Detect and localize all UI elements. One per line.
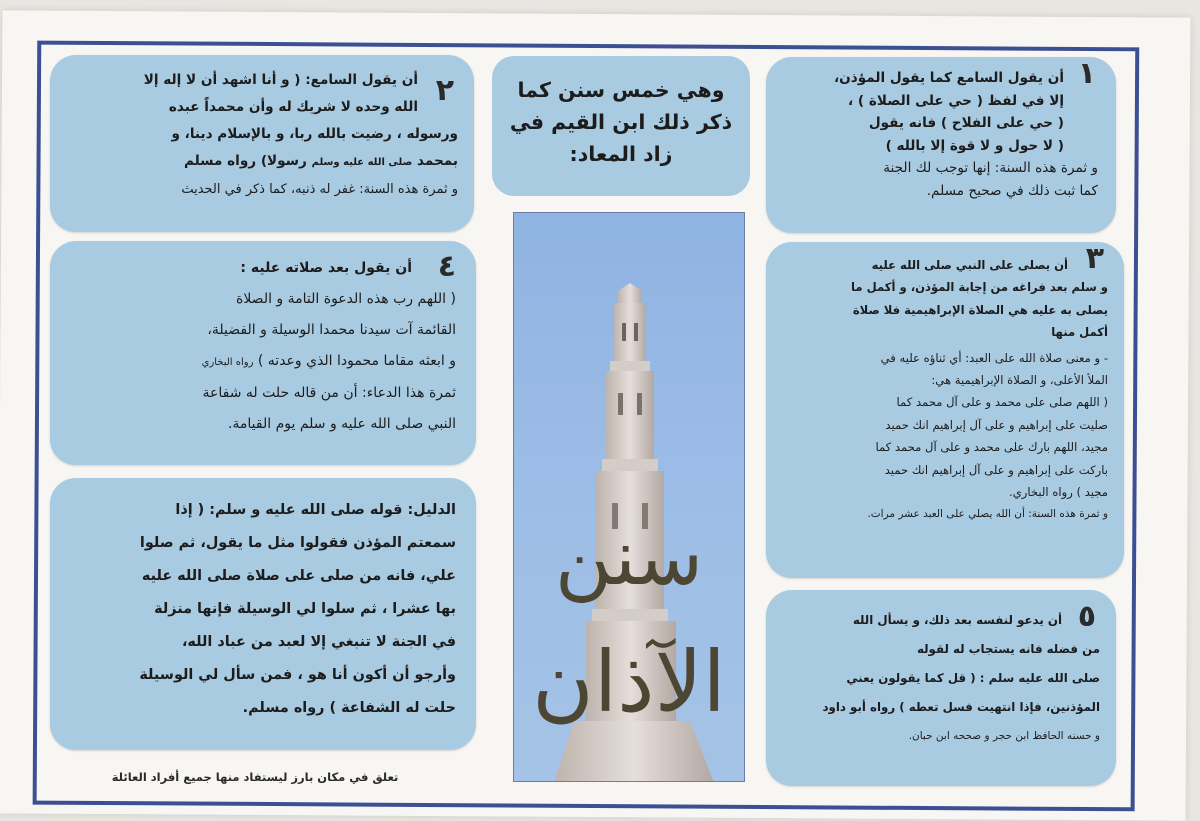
card-2-line-4-start: بمحمد bbox=[417, 153, 458, 169]
card-3-line-9: مجيد، اللهم بارك على محمد و على آل محمد كما bbox=[875, 440, 1108, 455]
card-5-line-4: المؤذنين، فإذا انتهيت فسل تعطه ) رواه أبو داود bbox=[822, 700, 1100, 714]
card-4-line-2: ( اللهم رب هذه الدعوة التامة و الصلاة bbox=[235, 291, 456, 307]
card-5-line-5: و حسنه الحافظ ابن حجر و صححه ابن حبان. bbox=[908, 730, 1100, 742]
card-4-line-4-text: و ابعثه مقاما محمودا الذي وعدته ) bbox=[257, 353, 456, 369]
sunnah-number-1: ١ bbox=[1077, 56, 1096, 91]
card-2-line-1: أن يقول السامع: ( و أنا اشهد أن لا إله إلا bbox=[143, 72, 418, 88]
card-4-line-3: القائمة آت سيدنا محمدا الوسيلة و الفضيلة، bbox=[207, 322, 456, 338]
card-4-line-4 bbox=[64, 346, 456, 378]
card-3-line-2: و سلم بعد فراغه من إجابة المؤذن، و أكمل ما bbox=[851, 280, 1108, 295]
evidence-line-6: وأرجو أن أكون أنا هو ، فمن سأل لي الوسيلة bbox=[139, 667, 456, 683]
evidence-line-5: في الجنة لا تنبغي إلا لعبد من عباد الله، bbox=[181, 634, 456, 650]
card-3-line-3: يصلى به عليه هي الصلاة الإبراهيمية فلا صلاة bbox=[852, 302, 1108, 317]
card-3-line-4: أكمل منها bbox=[1051, 325, 1108, 340]
card-2-line-2: الله وحده لا شريك له وأن محمداً عبده bbox=[168, 99, 418, 115]
sunnah-number-3: ٣ bbox=[1085, 241, 1104, 276]
card-1-line-6: كما ثبت ذلك في صحيح مسلم. bbox=[926, 182, 1098, 199]
card-3-line-6: الملأ الأعلى، و الصلاة الإبراهيمية هي: bbox=[931, 373, 1108, 388]
card-2-line-4 bbox=[62, 148, 458, 176]
intro-title-text: وهي خمس سنن كما ذكر ذلك ابن القيم في زاد المعاد: bbox=[509, 78, 733, 166]
card-1-line-4: ( لا حول و لا قوة إلا بالله ) bbox=[885, 137, 1064, 154]
intro-title-box bbox=[492, 56, 750, 196]
sunnah-number-2: ٢ bbox=[435, 73, 454, 108]
card-2-line-3: ورسوله ، رضيت بالله ربا، و بالإسلام دينا، و bbox=[171, 126, 458, 142]
card-4-line-5: ثمرة هذا الدعاء: أن من قاله حلت له شفاعة bbox=[202, 385, 456, 401]
evidence-line-4: بها عشرا ، ثم سلوا لي الوسيلة فإنها منزلة bbox=[154, 601, 456, 617]
card-2-line-5: و ثمرة هذه السنة: غفر له ذنبه، كما ذكر في الحديث bbox=[181, 182, 458, 197]
card-3-line-11: مجيد ) رواه البخاري. bbox=[1009, 485, 1108, 500]
minaret-image bbox=[513, 212, 745, 782]
card-5-line-3: صلى الله عليه سلم : ( قل كما يقولون يعني bbox=[846, 671, 1100, 685]
evidence-line-1: الدليل: قوله صلى الله عليه و سلم: ( إذا bbox=[175, 502, 456, 518]
card-1-line-5: و ثمرة هذه السنة: إنها توجب لك الجنة bbox=[883, 160, 1098, 176]
card-2-line-4-end: رسولا) رواه مسلم bbox=[183, 153, 307, 169]
card-sunnah-3 bbox=[766, 242, 1124, 578]
card-3-line-5: - و معنى صلاة الله على العبد: أي ثناؤه عليه في bbox=[880, 350, 1108, 365]
card-1-line-3: ( حي على الفلاح ) فانه يقول bbox=[868, 115, 1064, 131]
big-title-sunan: سنن bbox=[554, 513, 704, 603]
card-1-line-2: إلا في لفظ ( حي على الصلاة ) ، bbox=[848, 92, 1064, 109]
card-3-line-12: و ثمرة هذه السنة: أن الله يصلي على العبد عشر مرات. bbox=[867, 508, 1108, 521]
card-1-line-1: أن يقول السامع كما يقول المؤذن، bbox=[833, 70, 1064, 86]
sunnah-number-4: ٤ bbox=[437, 249, 456, 284]
card-3-line-1: أن يصلى على النبي صلى الله عليه bbox=[871, 258, 1068, 272]
card-5-line-1: أن يدعو لنفسه بعد ذلك، و يسأل الله bbox=[852, 613, 1062, 627]
card-2-line-4-honorific: صلى الله عليه وسلم bbox=[311, 157, 413, 168]
sunnah-number-5: ٥ bbox=[1077, 599, 1096, 634]
evidence-line-7: حلت له الشفاعة ) رواه مسلم. bbox=[242, 700, 456, 716]
card-sunnah-4 bbox=[50, 241, 476, 465]
card-evidence bbox=[50, 478, 476, 750]
card-4-line-1: أن يقول بعد صلاته عليه : bbox=[240, 260, 412, 276]
footer-note: تعلق في مكان بارز ليستفاد منها جميع أفراد العائلة bbox=[111, 770, 399, 784]
card-4-line-4-source: رواه البخاري bbox=[201, 357, 254, 368]
card-3-line-7: ( اللهم صلى على محمد و على آل محمد كما bbox=[896, 395, 1108, 410]
card-3-line-10: باركت على إبراهيم و على آل إبراهيم انك حميد bbox=[884, 462, 1108, 477]
card-4-line-6: النبي صلى الله عليه و سلم يوم القيامة. bbox=[227, 416, 456, 432]
card-sunnah-2 bbox=[50, 55, 474, 232]
evidence-line-3: علي، فانه من صلى على صلاة صلى الله عليه bbox=[141, 568, 456, 584]
big-title-athan: الآذان bbox=[532, 633, 726, 731]
card-5-line-2: من فضله فانه يستجاب له لقوله bbox=[916, 642, 1100, 656]
card-3-line-8: صليت على إبراهيم و على آل إبراهيم انك حميد bbox=[885, 417, 1108, 432]
evidence-line-2: سمعتم المؤذن فقولوا مثل ما يقول، ثم صلوا bbox=[139, 535, 456, 551]
card-sunnah-1 bbox=[766, 57, 1116, 233]
card-sunnah-5 bbox=[766, 590, 1116, 786]
